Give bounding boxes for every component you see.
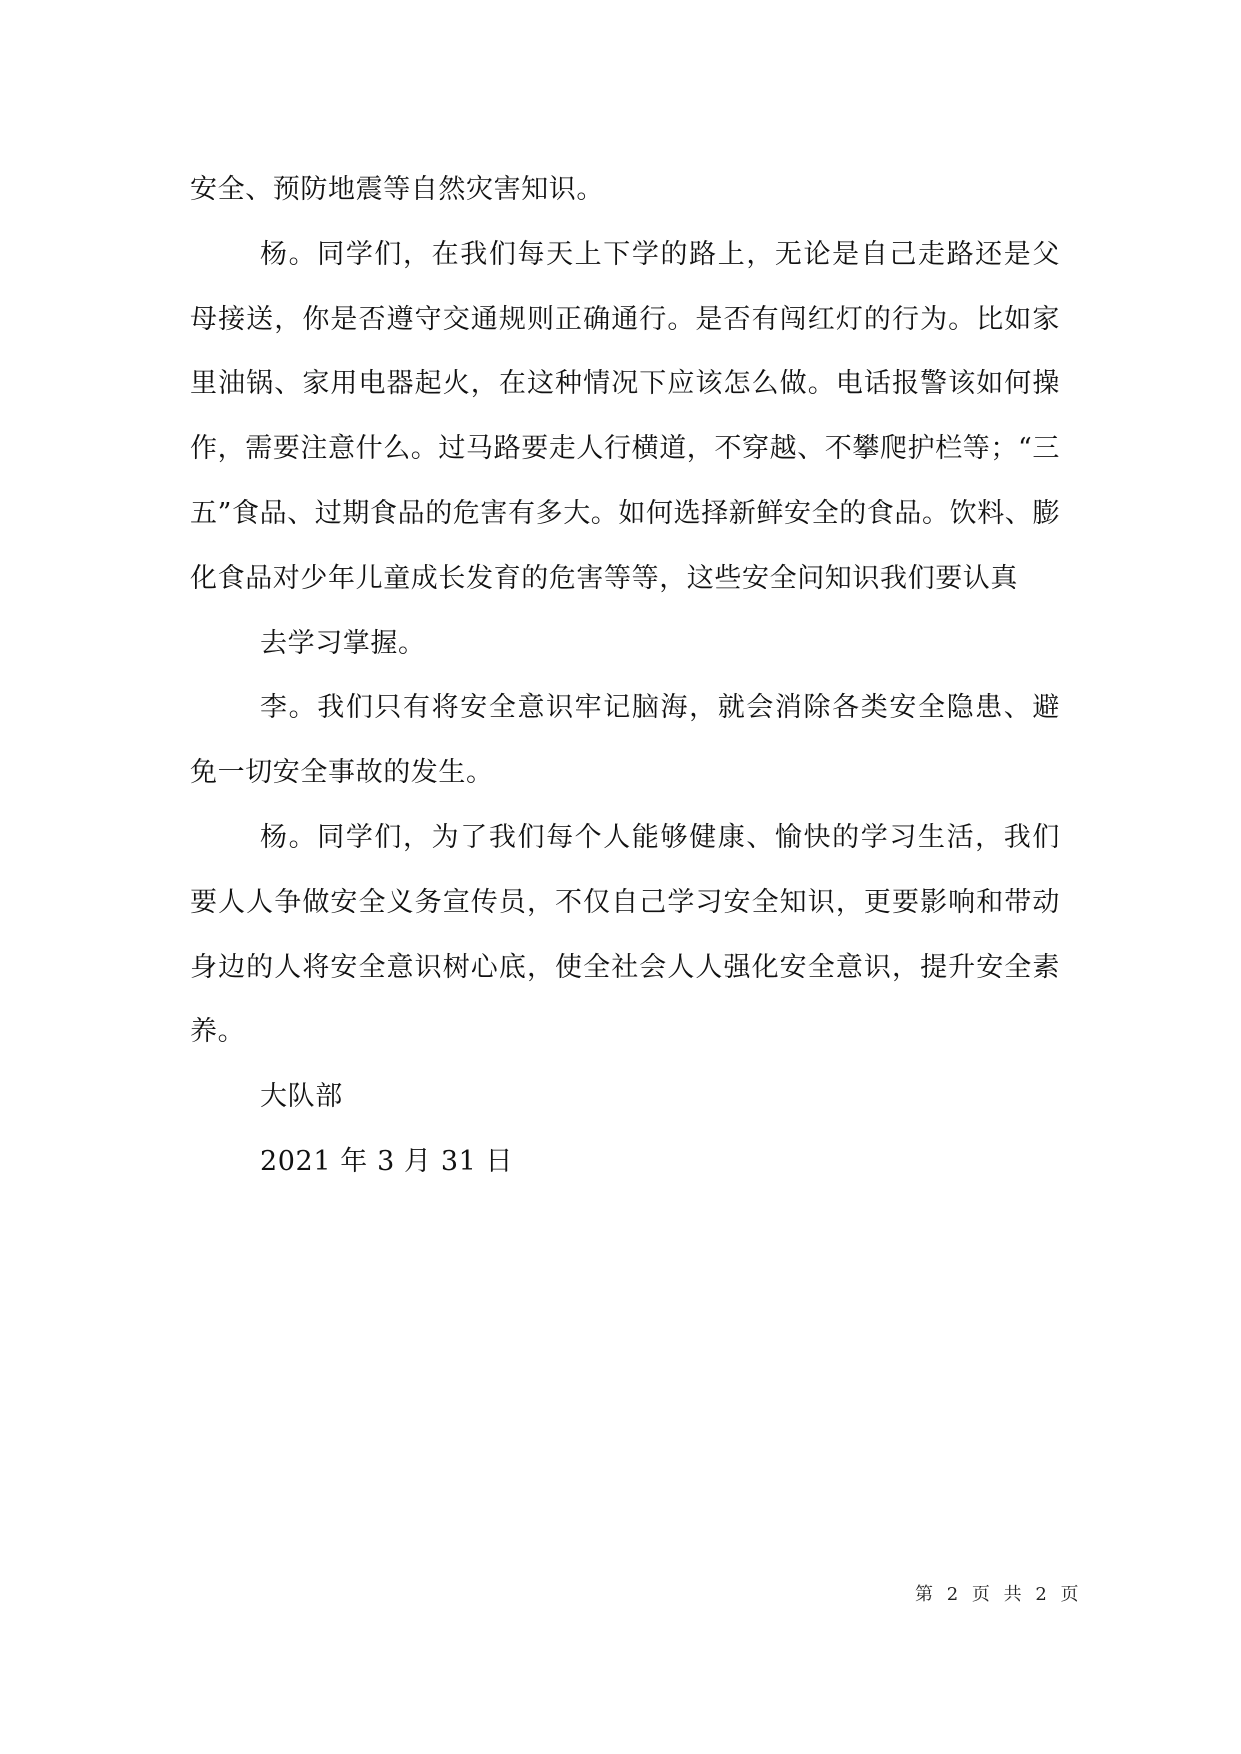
signature: 大队部 [260, 1081, 343, 1113]
document-date: 2021 年 3 月 31 日 [260, 1145, 514, 1177]
document-body [190, 158, 1060, 1195]
paragraph-learn-master: 去学习掌握。 [260, 627, 426, 659]
paragraph-yang-traffic-safety: 杨。同学们，在我们每天上下学的路上，无论是自己走路还是父母接送，你是否遵守交通规则正确通行。是否有闯红灯的行为。比如家里油锅、家用电器起火，在这种情况下应该怎么做。电话报警该如何操作，需要注意什么。过马路要走人行横道，不穿越、不攀爬护栏等；“三五”食品、过期食品的危害有多大。如何选择新鲜安全的食品。饮料、膨化食品对少年儿童成长发育的危害等等，这些安全问知识我们要认真 [190, 238, 1061, 594]
paragraph-li-safety-awareness: 李。我们只有将安全意识牢记脑海，就会消除各类安全隐患、避免一切安全事故的发生。 [190, 692, 1060, 789]
page-number-footer: 第 2 页 共 2 页 [915, 1584, 1083, 1605]
paragraph-yang-safety-promoter: 杨。同学们，为了我们每个人能够健康、愉快的学习生活，我们要人人争做安全义务宣传员，不仅自己学习安全知识，更要影响和带动身边的人将安全意识树心底，使全社会人人强化安全意识，提升安全素养。 [190, 821, 1060, 1048]
paragraph-continuation: 安全、预防地震等自然灾害知识。 [190, 174, 604, 205]
